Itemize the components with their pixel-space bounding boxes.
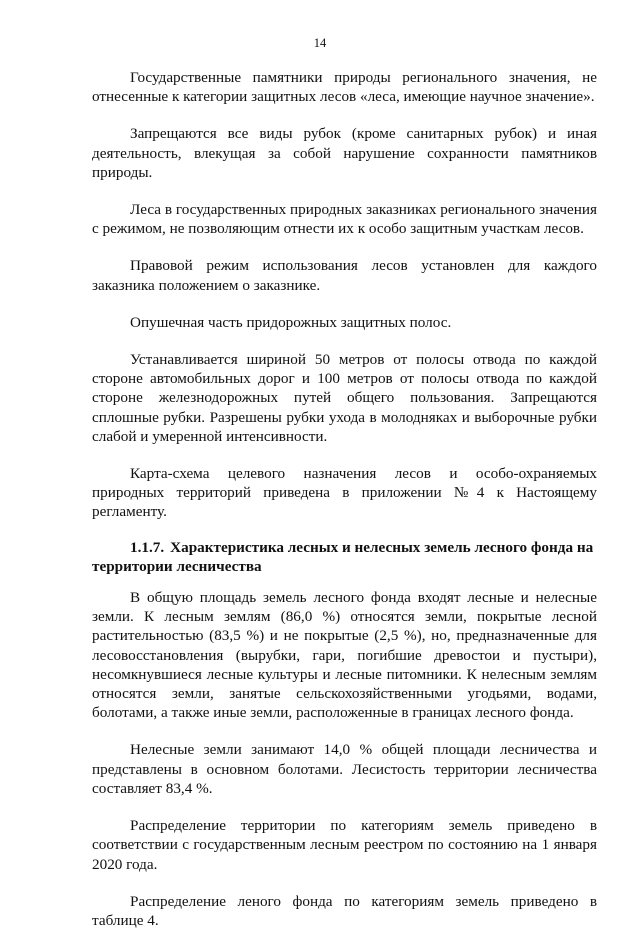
page-content <box>92 68 597 948</box>
paragraph-map-scheme: Карта-схема целевого назначения лесов и особо-охраняемых природных территорий приведена в приложении №4 к Настоящему регламенту. <box>92 465 597 521</box>
paragraph-logging-ban: Запрещаются все виды рубок (кроме санитарных рубок) и иная деятельность, влекущая за собой нарушение сохранности памятников природы. <box>92 125 597 181</box>
paragraph-roadside-belts: Опушечная часть придорожных защитных полос. <box>130 313 452 331</box>
paragraph-non-forest-land: Нелесные земли занимают 14,0 % общей площади лесничества и представлены в основном болотами. Лесистость территории лесничества составляет 83,4 %. <box>92 741 597 797</box>
paragraph-territory-distribution: Распределение территории по категориям земель приведено в соответствии с государственным лесным реестром по состоянию на 1 января 2020 года. <box>92 817 597 873</box>
section-heading <box>92 538 597 576</box>
paragraph-natural-monuments: Государственные памятники природы регионального значения, не отнесенные к категории защитных лесов «леса, имеющие научное значение». <box>92 69 597 106</box>
section-title: Характеристика лесных и нелесных земель лесного фонда на территории лесничества <box>92 538 594 575</box>
paragraph-land-composition: В общую площадь земель лесного фонда входят лесные и нелесные земли. К лесным землям (86,0 %) относятся земли, покрытые лесной растительностью (83,5 %) и не покрытые (2,5 %), но, предназначенные для лесовосстановления (вырубки, гари, погибшие древостои и пустыри), несомкнувшиеся лесные культуры и лесные питомники. К нелесным землям относятся земли, занятые сельскохозяйственными угодьями, водами, болотами, а также иные земли, расположенные в границах лесного фонда. <box>92 589 597 722</box>
paragraph-table-reference: Распределение леного фонда по категориям земель приведено в таблице 4. <box>92 892 597 929</box>
paragraph-nature-reserves: Леса в государственных природных заказниках регионального значения с режимом, не позволяющим отнести их к особо защитным участкам лесов. <box>92 201 597 238</box>
page-number: 14 <box>313 36 327 50</box>
paragraph-legal-regime: Правовой режим использования лесов установлен для каждого заказника положением о заказнике. <box>92 257 597 294</box>
paragraph-belt-width: Устанавливается шириной 50 метров от полосы отвода по каждой стороне автомобильных дорог и 100 метров от полосы отвода по каждой стороне железнодорожных путей общего пользования. Запрещаются сплошные рубки. Разрешены рубки ухода в молодняках и выборочные рубки слабой и умеренной интенсивности. <box>92 351 597 445</box>
section-number: 1.1.7. <box>130 538 165 556</box>
